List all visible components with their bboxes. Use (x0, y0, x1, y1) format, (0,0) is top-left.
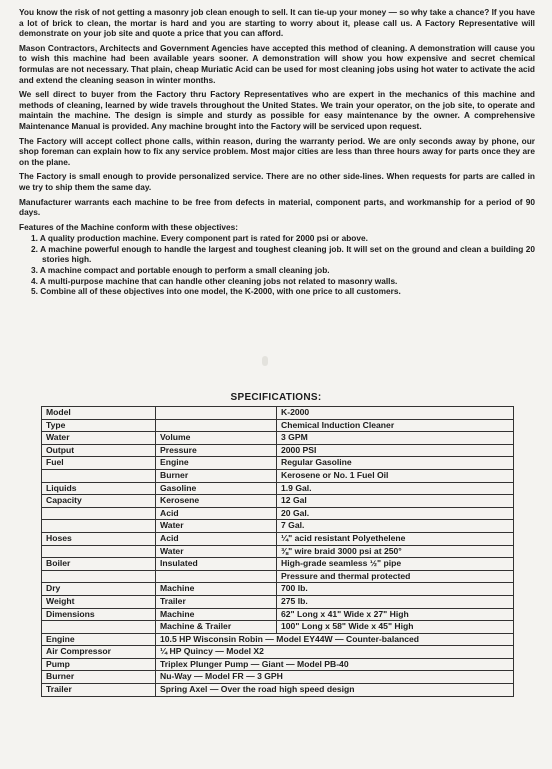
paragraph: The Factory is small enough to provide personalized service. There are no other side-lines. When requests for parts are called in we try to ship them the same day. (19, 171, 535, 192)
spec-category: Weight (42, 595, 156, 608)
spec-subitem: Water (156, 520, 277, 533)
spec-row (42, 621, 514, 634)
spec-row (42, 532, 514, 545)
spec-row (42, 633, 514, 646)
spec-value: 3 GPM (277, 432, 514, 445)
spec-subitem: Gasoline (156, 482, 277, 495)
paragraph: Mason Contractors, Architects and Government Agencies have accepted this method of cleaning. A demonstration will cause you to wish this machine had been available years sooner. A demonstration will show you how expensive and secret chemical formulas are not necessary. That plain, cheap Muriatic Acid can be used for most cleaning jobs using hot water to activate the acid and extend the cleaning season in winter months. (19, 42, 535, 85)
objective-item: 1. A quality production machine. Every component part is rated for 2000 psi or above. (31, 233, 368, 244)
spec-subitem: Triplex Plunger Pump — Giant — Model PB-40 (156, 658, 514, 671)
spec-subitem: Acid (156, 507, 277, 520)
spec-subitem: Trailer (156, 595, 277, 608)
spec-category: Model (42, 407, 156, 420)
scan-artifact (262, 356, 268, 366)
spec-value: 62" Long x 41" Wide x 27" High (277, 608, 514, 621)
spec-subitem: Water (156, 545, 277, 558)
spec-category (42, 621, 156, 634)
spec-subitem: Acid (156, 532, 277, 545)
spec-row (42, 545, 514, 558)
spec-value: 1.9 Gal. (277, 482, 514, 495)
spec-row (42, 419, 514, 432)
spec-category: Dimensions (42, 608, 156, 621)
spec-subitem: Engine (156, 457, 277, 470)
spec-row (42, 444, 514, 457)
spec-value: ⅜" wire braid 3000 psi at 250° (277, 545, 514, 558)
paragraph: Manufacturer warrants each machine to be free from defects in material, component parts, and workmanship for a period of 90 days. (19, 196, 535, 218)
spec-subitem: Volume (156, 432, 277, 445)
spec-subitem: 10.5 HP Wisconsin Robin — Model EY44W — Counter-balanced (156, 633, 514, 646)
spec-subitem: Pressure (156, 444, 277, 457)
spec-value: Kerosene or No. 1 Fuel Oil (277, 469, 514, 482)
spec-category (42, 469, 156, 482)
spec-row (42, 407, 514, 420)
specifications-table (41, 406, 514, 697)
spec-value: K-2000 (277, 407, 514, 420)
spec-value: 700 lb. (277, 583, 514, 596)
body-text (19, 7, 535, 297)
spec-row (42, 482, 514, 495)
spec-category: Water (42, 432, 156, 445)
spec-row (42, 608, 514, 621)
spec-category: Hoses (42, 532, 156, 545)
spec-category: Type (42, 419, 156, 432)
spec-value: ¼" acid resistant Polyethelene (277, 532, 514, 545)
spec-value: 7 Gal. (277, 520, 514, 533)
objective-item: 4. A multi-purpose machine that can handle other cleaning jobs not related to masonry walls. (31, 275, 398, 286)
spec-value: 20 Gal. (277, 507, 514, 520)
objective-item: 2. A machine powerful enough to handle the largest and toughest cleaning job. It will set on the ground and clean a building 20 stories high. (31, 243, 535, 265)
paragraphs (19, 7, 535, 218)
spec-value: 100" Long x 58" Wide x 45" High (277, 621, 514, 634)
spec-category: Burner (42, 671, 156, 684)
spec-category (42, 507, 156, 520)
spec-category: Liquids (42, 482, 156, 495)
spec-value: Regular Gasoline (277, 457, 514, 470)
spec-value: 275 lb. (277, 595, 514, 608)
paragraph: You know the risk of not getting a masonry job clean enough to sell. It can tie-up your money — so why take a chance? If you have a lot of brick to clean, the mortar is hard and you are starting to worry about it, please call us. A Factory Representative will demonstrate on your job site and quote a price that you can afford. (19, 7, 535, 39)
spec-row (42, 469, 514, 482)
spec-subitem: Nu-Way — Model FR — 3 GPH (156, 671, 514, 684)
paragraph: We sell direct to buyer from the Factory thru Factory Representatives who are expert in the mechanics of this machine and methods of cleaning, learned by wide travels throughout the United States. We train your operator, on the job site, to operate and maintain the machine. The design is simple and sturdy as possible for easy maintenance by the owner. A comprehensive Maintenance Manual is provided. Any machine brought into the Factory will be serviced upon request. (19, 89, 535, 131)
spec-category: Output (42, 444, 156, 457)
spec-row (42, 646, 514, 659)
spec-row (42, 507, 514, 520)
paragraph: The Factory will accept collect phone calls, within reason, during the warranty period. We are only seconds away by phone, our shop foreman can explain how to fix any service problem. Most major cities are less than three hours away for parts once they are on the plane. (19, 135, 535, 167)
spec-value: 2000 PSI (277, 444, 514, 457)
spec-row (42, 583, 514, 596)
spec-row (42, 595, 514, 608)
spec-row (42, 671, 514, 684)
spec-subitem: Burner (156, 469, 277, 482)
spec-category: Engine (42, 633, 156, 646)
spec-category: Air Compressor (42, 646, 156, 659)
objectives-heading: Features of the Machine conform with these objectives: (19, 221, 238, 232)
spec-category (42, 545, 156, 558)
spec-category: Fuel (42, 457, 156, 470)
spec-row (42, 457, 514, 470)
spec-row (42, 432, 514, 445)
spec-subitem: Spring Axel — Over the road high speed design (156, 684, 514, 697)
spec-row (42, 570, 514, 583)
spec-subitem (156, 407, 277, 420)
objective-item: 3. A machine compact and portable enough to perform a small cleaning job. (31, 265, 330, 276)
spec-category: Dry (42, 583, 156, 596)
spec-row (42, 558, 514, 571)
spec-subitem (156, 419, 277, 432)
spec-subitem: Machine (156, 583, 277, 596)
spec-subitem: Insulated (156, 558, 277, 571)
spec-category (42, 570, 156, 583)
spec-value: Chemical Induction Cleaner (277, 419, 514, 432)
spec-subitem: Machine & Trailer (156, 621, 277, 634)
spec-category: Trailer (42, 684, 156, 697)
spec-subitem: Kerosene (156, 495, 277, 508)
objectives-list (19, 233, 535, 297)
spec-value: Pressure and thermal protected (277, 570, 514, 583)
spec-row (42, 658, 514, 671)
spec-value: High-grade seamless ½" pipe (277, 558, 514, 571)
spec-category: Capacity (42, 495, 156, 508)
spec-category (42, 520, 156, 533)
spec-subitem (156, 570, 277, 583)
spec-category: Pump (42, 658, 156, 671)
spec-row (42, 495, 514, 508)
spec-row (42, 520, 514, 533)
spec-category: Boiler (42, 558, 156, 571)
spec-subitem: ¼ HP Quincy — Model X2 (156, 646, 514, 659)
objective-item: 5. Combine all of these objectives into one model, the K-2000, with one price to all customers. (31, 286, 401, 297)
specifications-title: SPECIFICATIONS: (230, 392, 322, 403)
spec-value: 12 Gal (277, 495, 514, 508)
spec-subitem: Machine (156, 608, 277, 621)
spec-row (42, 684, 514, 697)
